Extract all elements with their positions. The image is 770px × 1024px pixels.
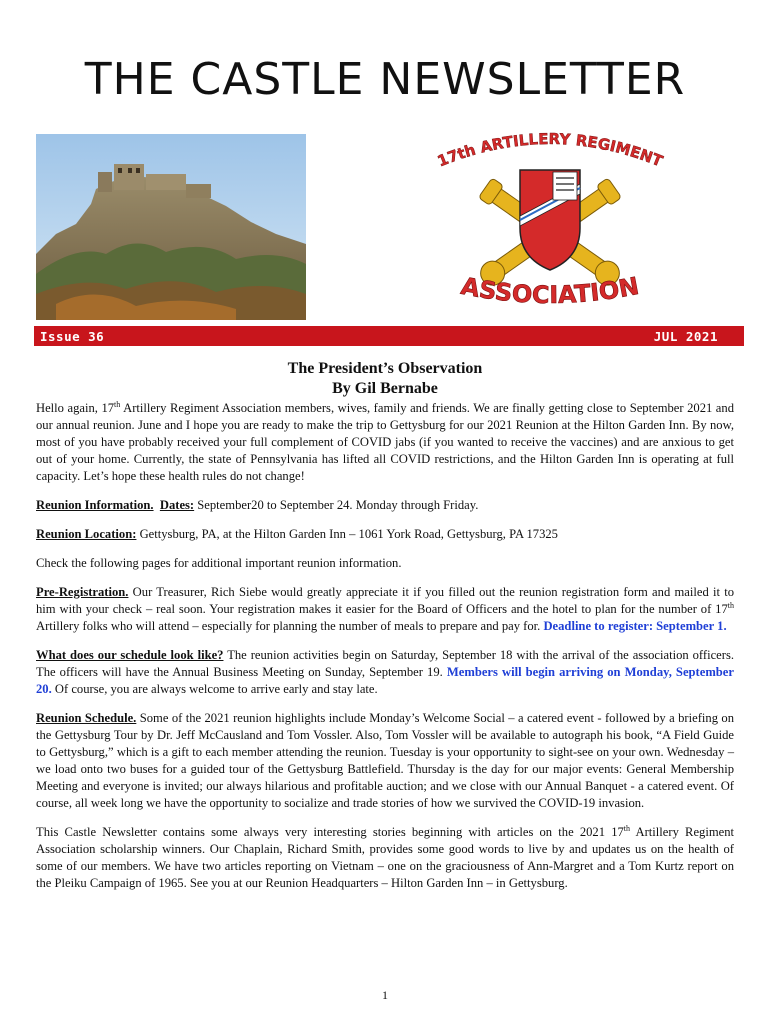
check-pages-paragraph: Check the following pages for additional important reunion information.	[36, 556, 402, 570]
regiment-shield-icon	[520, 170, 580, 270]
logo-top-text: 17th ARTILLERY REGIMENT	[434, 129, 666, 171]
schedule-question-paragraph: What does our schedule look like? The reunion activities begin on Saturday, September 18 with the arrival of the association officers. The officers will have the Annual Business Meeting on Sunday, September 19. Members will begin arriving on Monday, September 20. Of course, you are always welcome to arrive early and stay late.	[36, 648, 734, 696]
reunion-location-paragraph: Reunion Location: Gettysburg, PA, at the Hilton Garden Inn – 1061 York Road, Gettysburg, PA 17325	[36, 527, 558, 541]
intro-paragraph: Hello again, 17th Artillery Regiment Association members, wives, family and friends. We are finally getting close to September 2021 and our annual reunion. June and I hope you are ready to make the trip to Gettysburg for our 2021 Reunion at the Hilton Garden Inn. By now, most of you have probably received your full complement of COVID jabs (if you wanted to receive the vaccines) and are anxious to get out of your home. Currently, the state of Pennsylvania has lifted all COVID restrictions, and the Hilton Garden Inn is operating at full capacity. Let’s hope these health rules do not change!	[36, 399, 734, 483]
newsletter-title: THE CASTLE NEWSLETTER	[84, 54, 686, 105]
issue-date: JUL 2021	[653, 328, 718, 344]
issue-number: Issue 36	[40, 328, 105, 344]
reunion-schedule-paragraph: Reunion Schedule. Some of the 2021 reunion highlights include Monday’s Welcome Social – a catered event - followed by a briefing on the Gettysburg Tour by Dr. Jeff McCausland and Tom Vossler. Also, Tom Vossler will be available to autograph his book, “A Field Guide to Gettysburg,” which is a gift to each member attending the reunion. Tuesday is your opportunity to sight-see on your own. Wednesday – we load onto two buses for a guided tour of the Gettysburg Battlefield. Thursday is the day for our major events: General Membership Meeting and everyone is invited; our always hilarious and profitable auction; and we close with our Annual Banquet - a catered event. Of course, all week long we have the opportunity to socialize and trade stories of how we survived the COVID-19 invasion.	[36, 711, 734, 810]
schedule-question-label: What does our schedule look like?	[36, 648, 224, 662]
castle-photo	[36, 134, 306, 320]
issue-banner	[34, 326, 744, 346]
svg-text:17th ARTILLERY REGIMENT	[435, 130, 666, 171]
article-title: The President’s Observation	[287, 360, 483, 377]
article-body	[36, 400, 734, 904]
regiment-association-logo	[425, 128, 675, 318]
deadline-text: Deadline to register: September 1.	[543, 619, 727, 633]
page-number: 1	[382, 988, 388, 1002]
reunion-info-paragraph: Reunion Information. Dates: September20 to September 24. Monday through Friday.	[36, 498, 479, 512]
reunion-schedule-label: Reunion Schedule.	[36, 711, 137, 725]
svg-text:ASSOCIATION	[459, 272, 642, 309]
pre-registration-label: Pre-Registration.	[36, 585, 129, 599]
article-byline: By Gil Bernabe	[332, 380, 438, 397]
logo-bottom-text: ASSOCIATION	[458, 271, 642, 310]
pre-registration-paragraph: Pre-Registration. Our Treasurer, Rich Siebe would greatly appreciate it if you filled out the reunion registration form and mailed it to him with your check – real soon. Your registration makes it easier for the Board of Officers and the hotel to plan for the number of 17th Artillery folks who will attend – especially for planning the number of meals to prepare and pay for. Deadline to register: September 1.	[36, 585, 734, 633]
members-arriving-text: Members will begin arriving on Monday, September 20.	[36, 665, 734, 696]
reunion-info-label: Reunion Information.	[36, 498, 154, 512]
location-label: Reunion Location:	[36, 527, 137, 541]
closing-paragraph: This Castle Newsletter contains some always very interesting stories beginning with articles on the 2021 17th Artillery Regiment Association scholarship winners. Our Chaplain, Richard Smith, provides some good words to live by and updates us on the health of some of our members. We have two articles reporting on Vietnam – one on the graciousness of Ann-Margret and a Tom Kurtz report on the Pleiku Campaign of 1965. See you at our Reunion Headquarters – Hilton Garden Inn – in Gettysburg.	[36, 823, 735, 890]
dates-label: Dates:	[159, 498, 195, 512]
